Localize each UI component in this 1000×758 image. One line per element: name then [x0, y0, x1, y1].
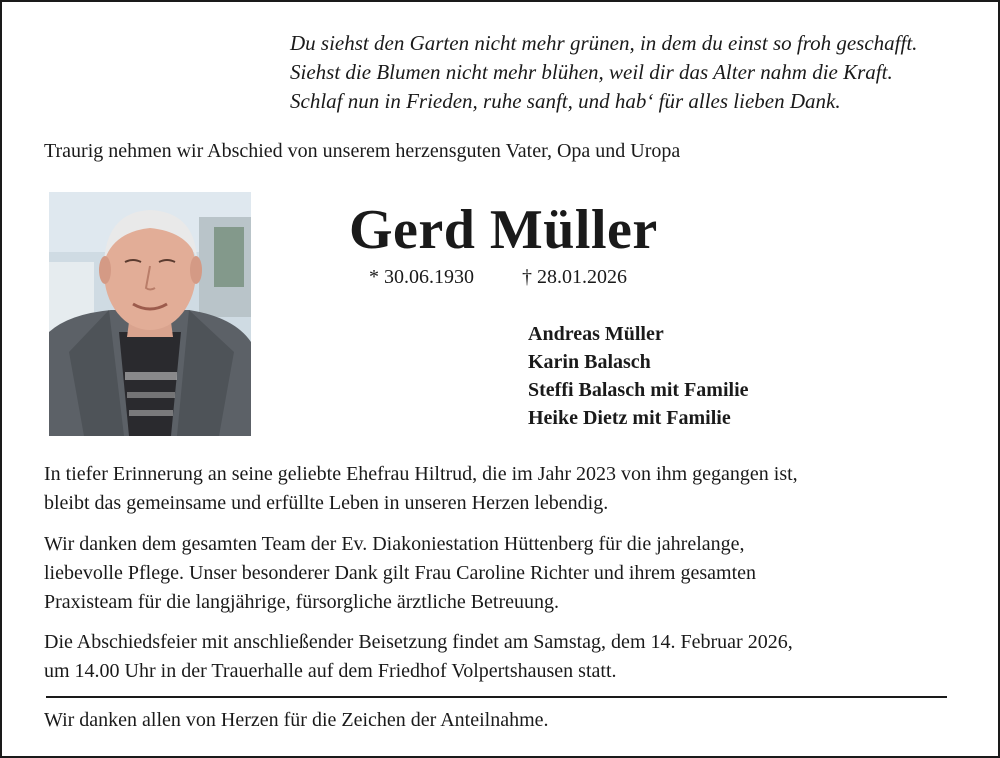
- poem-line: Schlaf nun in Frieden, ruhe sanft, und hab‘ für alles lieben Dank.: [290, 89, 841, 113]
- family-member: Heike Dietz mit Familie: [528, 407, 731, 429]
- paragraph-line: Praxisteam für die langjährige, fürsorgliche ärztliche Betreuung.: [44, 591, 559, 613]
- family-member: Karin Balasch: [528, 351, 651, 373]
- paragraph-line: bleibt das gemeinsame und erfüllte Leben in unseren Herzen lebendig.: [44, 492, 609, 514]
- family-list: [528, 320, 749, 432]
- funeral-paragraph: [44, 628, 974, 686]
- memory-paragraph: [44, 460, 974, 518]
- poem: [290, 29, 990, 116]
- death-date: † 28.01.2026: [522, 266, 627, 288]
- paragraph-line: liebevolle Pflege. Unser besonderer Dank gilt Frau Caroline Richter und ihrem gesamten: [44, 562, 757, 584]
- poem-line: Siehst die Blumen nicht mehr blühen, weil dir das Alter nahm die Kraft.: [290, 60, 893, 84]
- paragraph-line: Die Abschiedsfeier mit anschließender Beisetzung findet am Samstag, dem 14. Februar 2026,: [44, 631, 793, 653]
- intro-text: Traurig nehmen wir Abschied von unserem herzensguten Vater, Opa und Uropa: [44, 140, 681, 162]
- thanks-paragraph: [44, 530, 974, 617]
- family-member: Steffi Balasch mit Familie: [528, 379, 749, 401]
- paragraph-line: In tiefer Erinnerung an seine geliebte Ehefrau Hiltrud, die im Jahr 2023 von ihm gegangen ist,: [44, 463, 798, 485]
- paragraph-line: Wir danken dem gesamten Team der Ev. Diakoniestation Hüttenberg für die jahrelange,: [44, 533, 745, 555]
- portrait-photo: [49, 192, 251, 436]
- closing-text: Wir danken allen von Herzen für die Zeichen der Anteilnahme.: [44, 709, 549, 731]
- deceased-name: Gerd Müller: [349, 199, 658, 261]
- birth-date: * 30.06.1930: [369, 266, 474, 288]
- family-member: Andreas Müller: [528, 323, 664, 345]
- divider: [46, 696, 947, 698]
- poem-line: Du siehst den Garten nicht mehr grünen, in dem du einst so froh geschafft.: [290, 31, 918, 55]
- paragraph-line: um 14.00 Uhr in der Trauerhalle auf dem Friedhof Volpertshausen statt.: [44, 660, 617, 682]
